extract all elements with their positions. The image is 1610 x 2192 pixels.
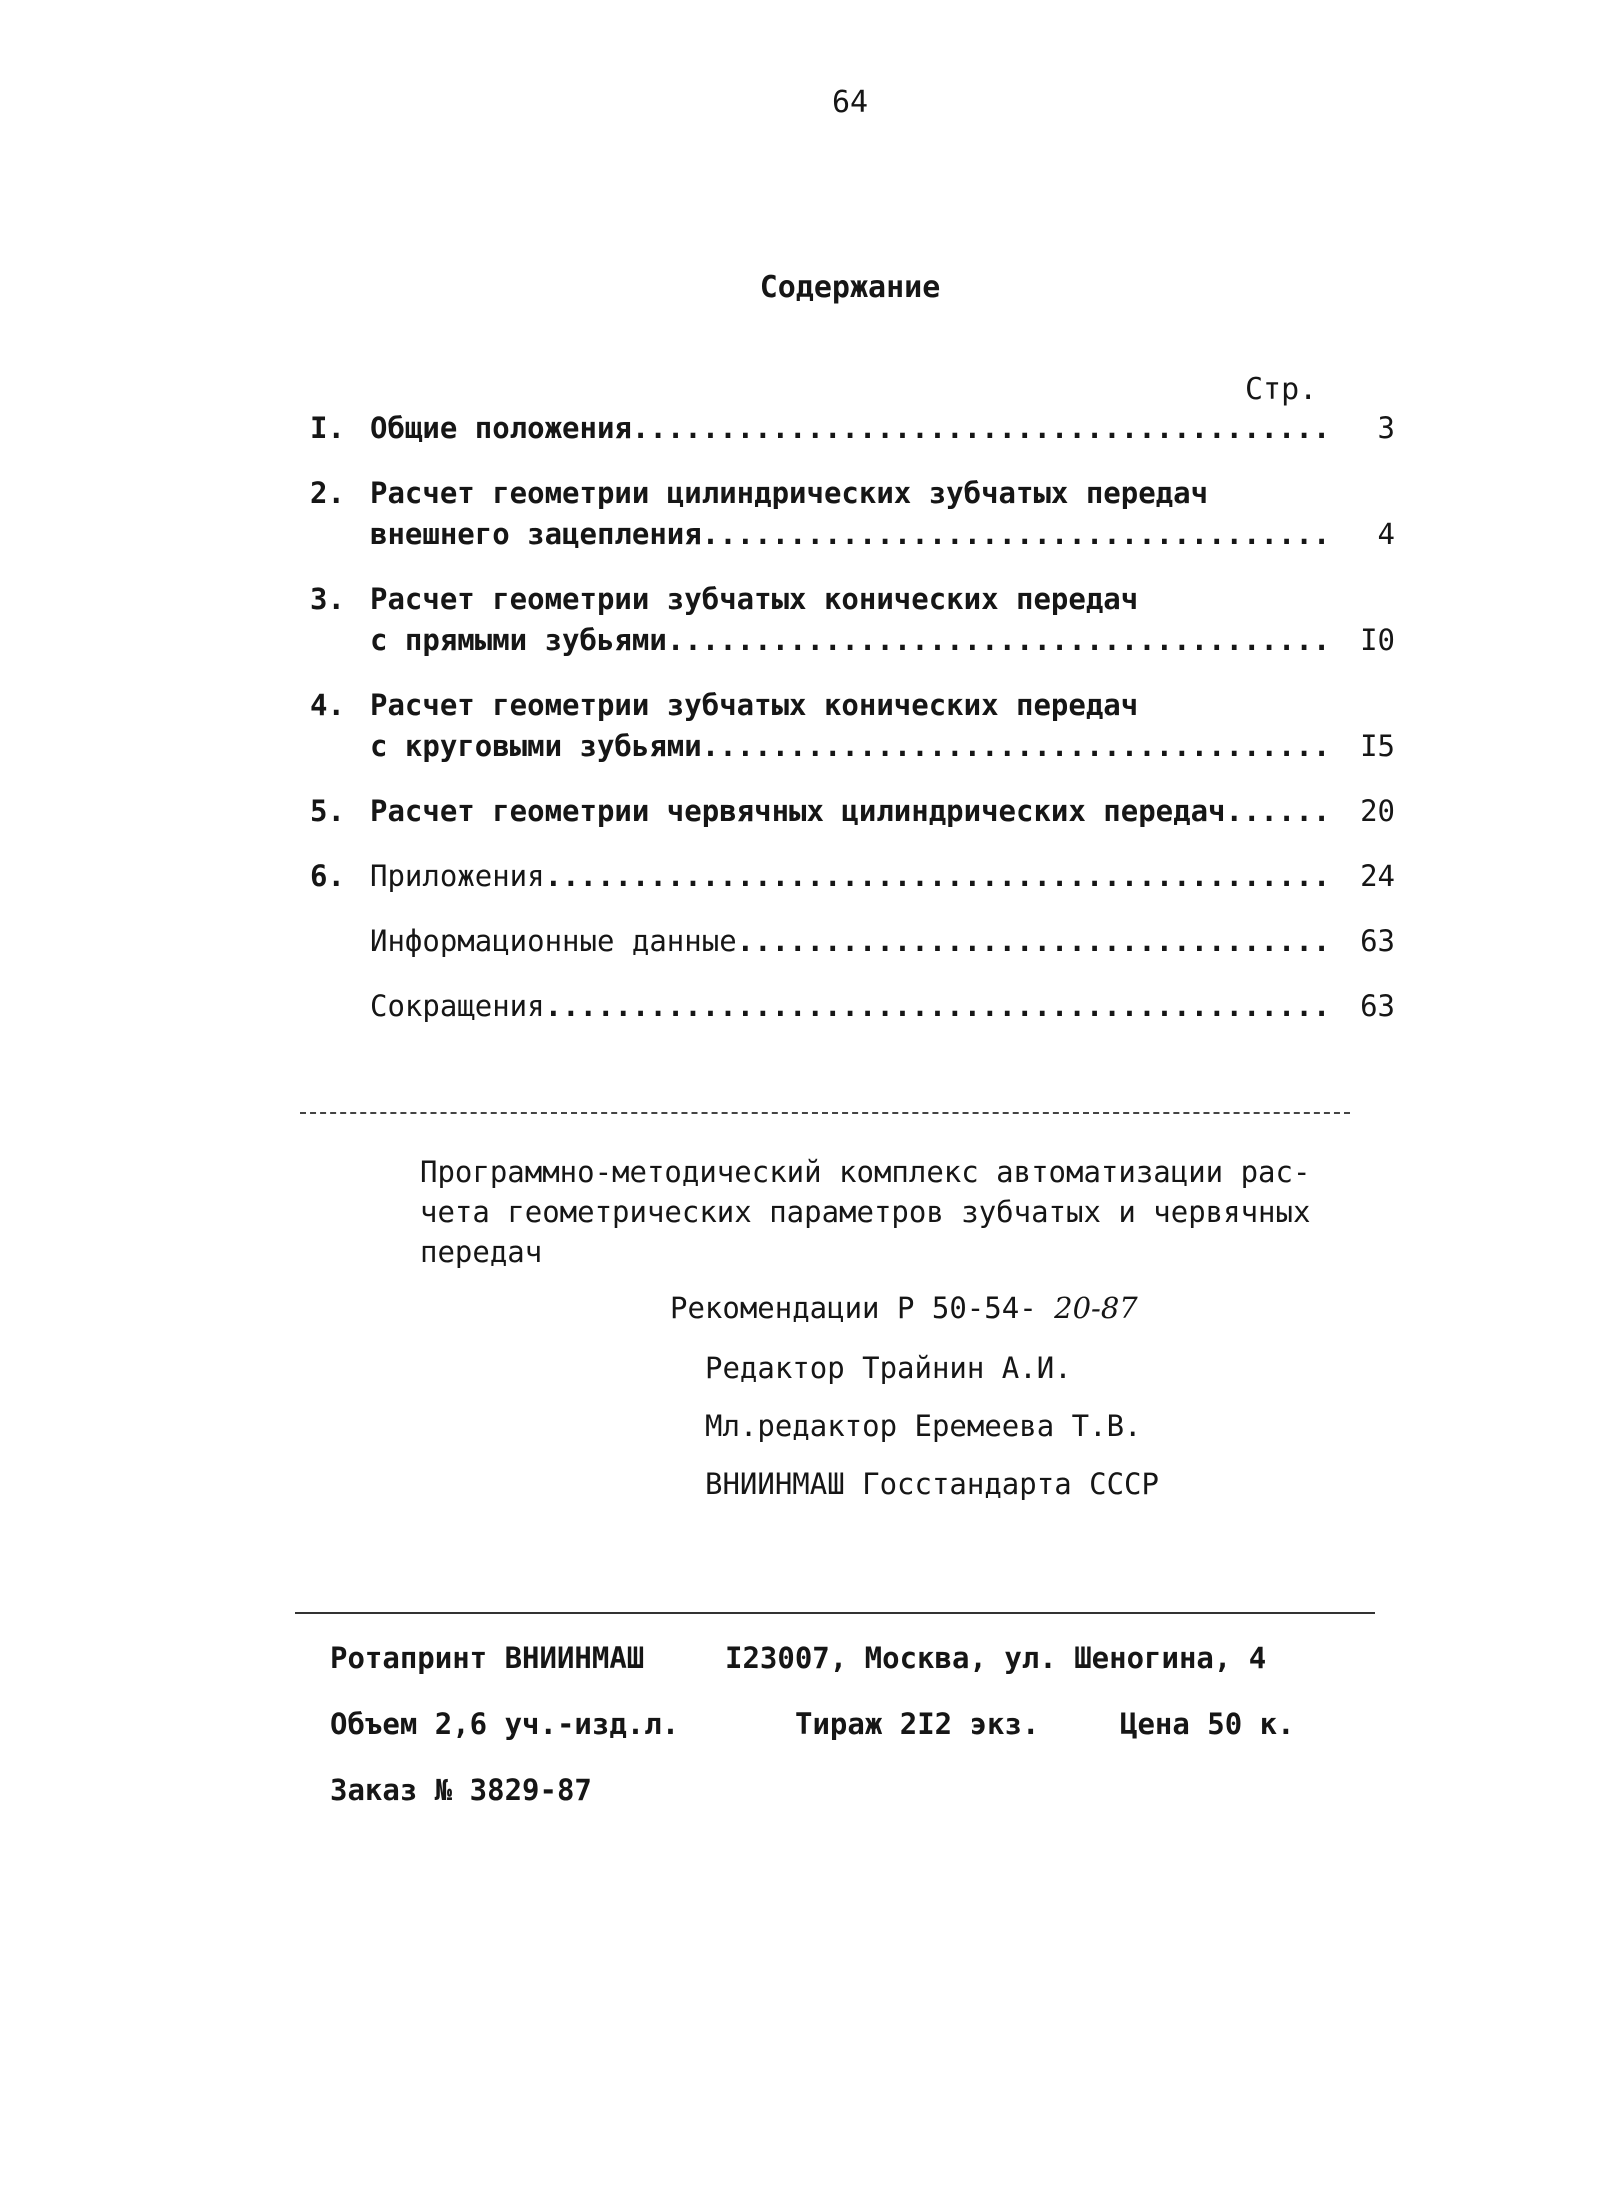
toc-entry-number: 2. <box>310 476 345 510</box>
toc-entry-title: Расчет геометрии зубчатых конических передач <box>370 688 1139 722</box>
recommendations-handwritten-number: 20-87 <box>1054 1291 1138 1325</box>
toc-entry-page: 4 <box>1377 517 1395 551</box>
print-run: Тираж 2I2 экз. <box>795 1707 1040 1741</box>
separator-line-top <box>300 1112 1350 1114</box>
print-details <box>330 1632 1350 1830</box>
order-number: Заказ № 3829-87 <box>330 1773 592 1807</box>
table-of-contents <box>310 408 1395 1051</box>
toc-entry <box>310 408 1395 449</box>
toc-entry-number: 5. <box>310 794 345 828</box>
page-number: 64 <box>831 85 869 120</box>
recommendations-prefix: Рекомендации Р 50-54- <box>670 1291 1037 1325</box>
toc-entry <box>310 791 1395 832</box>
toc-entry-title: Приложения <box>370 859 545 893</box>
toc-entry-number: 4. <box>310 688 345 722</box>
volume: Объем 2,6 уч.-изд.л. <box>330 1707 680 1741</box>
toc-leader-dots <box>702 514 1325 555</box>
toc-entry <box>310 685 1395 767</box>
toc-leader-dots <box>737 921 1325 962</box>
toc-entry-page: 24 <box>1360 859 1395 893</box>
toc-entry-title-continued: внешнего зацепления <box>370 517 702 551</box>
toc-entry-number: I. <box>310 411 345 445</box>
toc-page-column-header: Стр. <box>1245 372 1318 407</box>
toc-entry-page: 63 <box>1360 924 1395 958</box>
publication-title-line: Программно-методический комплекс автоматизации рас- <box>420 1155 1311 1189</box>
toc-entry-page: I5 <box>1360 729 1395 763</box>
toc-entry-title-continued: с прямыми зубьями <box>370 623 667 657</box>
junior-editor-line: Мл.редактор Еремеева Т.В. <box>705 1409 1142 1443</box>
toc-entry <box>310 856 1395 897</box>
toc-entry-number: 6. <box>310 859 345 893</box>
toc-entry-title: Информационные данные <box>370 924 737 958</box>
toc-leader-space <box>1295 791 1325 832</box>
toc-leader-dots <box>545 986 1325 1027</box>
toc-entry <box>310 579 1395 661</box>
separator-line-bottom <box>295 1612 1375 1614</box>
toc-leader-dots <box>702 726 1325 767</box>
organization-line: ВНИИНМАШ Госстандарта СССР <box>705 1467 1159 1501</box>
toc-entry-number: 3. <box>310 582 345 616</box>
toc-entry-title: Расчет геометрии червячных цилиндрических передач.... <box>370 794 1296 828</box>
printer-name: Ротапринт ВНИИНМАШ <box>330 1641 645 1675</box>
toc-entry-title: Сокращения <box>370 989 545 1023</box>
toc-entry <box>310 921 1395 962</box>
publication-title-line: чета геометрических параметров зубчатых и червячных <box>420 1195 1311 1229</box>
printer-address: I23007, Москва, ул. Шеногина, 4 <box>725 1641 1267 1675</box>
editor-line: Редактор Трайнин А.И. <box>705 1351 1072 1385</box>
toc-entry-page: 20 <box>1360 794 1395 828</box>
publication-title-line: передач <box>420 1235 543 1269</box>
toc-title: Содержание <box>759 270 941 305</box>
toc-leader-dots <box>545 856 1325 897</box>
toc-entry <box>310 473 1395 555</box>
toc-leader-dots <box>667 620 1325 661</box>
toc-entry-page: 3 <box>1377 411 1395 445</box>
imprint-block <box>420 1152 1340 1522</box>
toc-entry-title: Расчет геометрии цилиндрических зубчатых передач <box>370 476 1209 510</box>
publication-title <box>420 1152 1340 1272</box>
toc-entry-title: Расчет геометрии зубчатых конических передач <box>370 582 1139 616</box>
toc-entry-title: Общие положения <box>370 411 632 445</box>
toc-entry <box>310 986 1395 1027</box>
toc-entry-page: 63 <box>1360 989 1395 1023</box>
editorial-staff <box>705 1348 1340 1504</box>
toc-entry-title-continued: с круговыми зубьями <box>370 729 702 763</box>
toc-entry-page: I0 <box>1360 623 1395 657</box>
recommendations-designation <box>670 1288 1340 1328</box>
price: Цена 50 к. <box>1120 1707 1295 1741</box>
toc-leader-dots <box>632 408 1325 449</box>
